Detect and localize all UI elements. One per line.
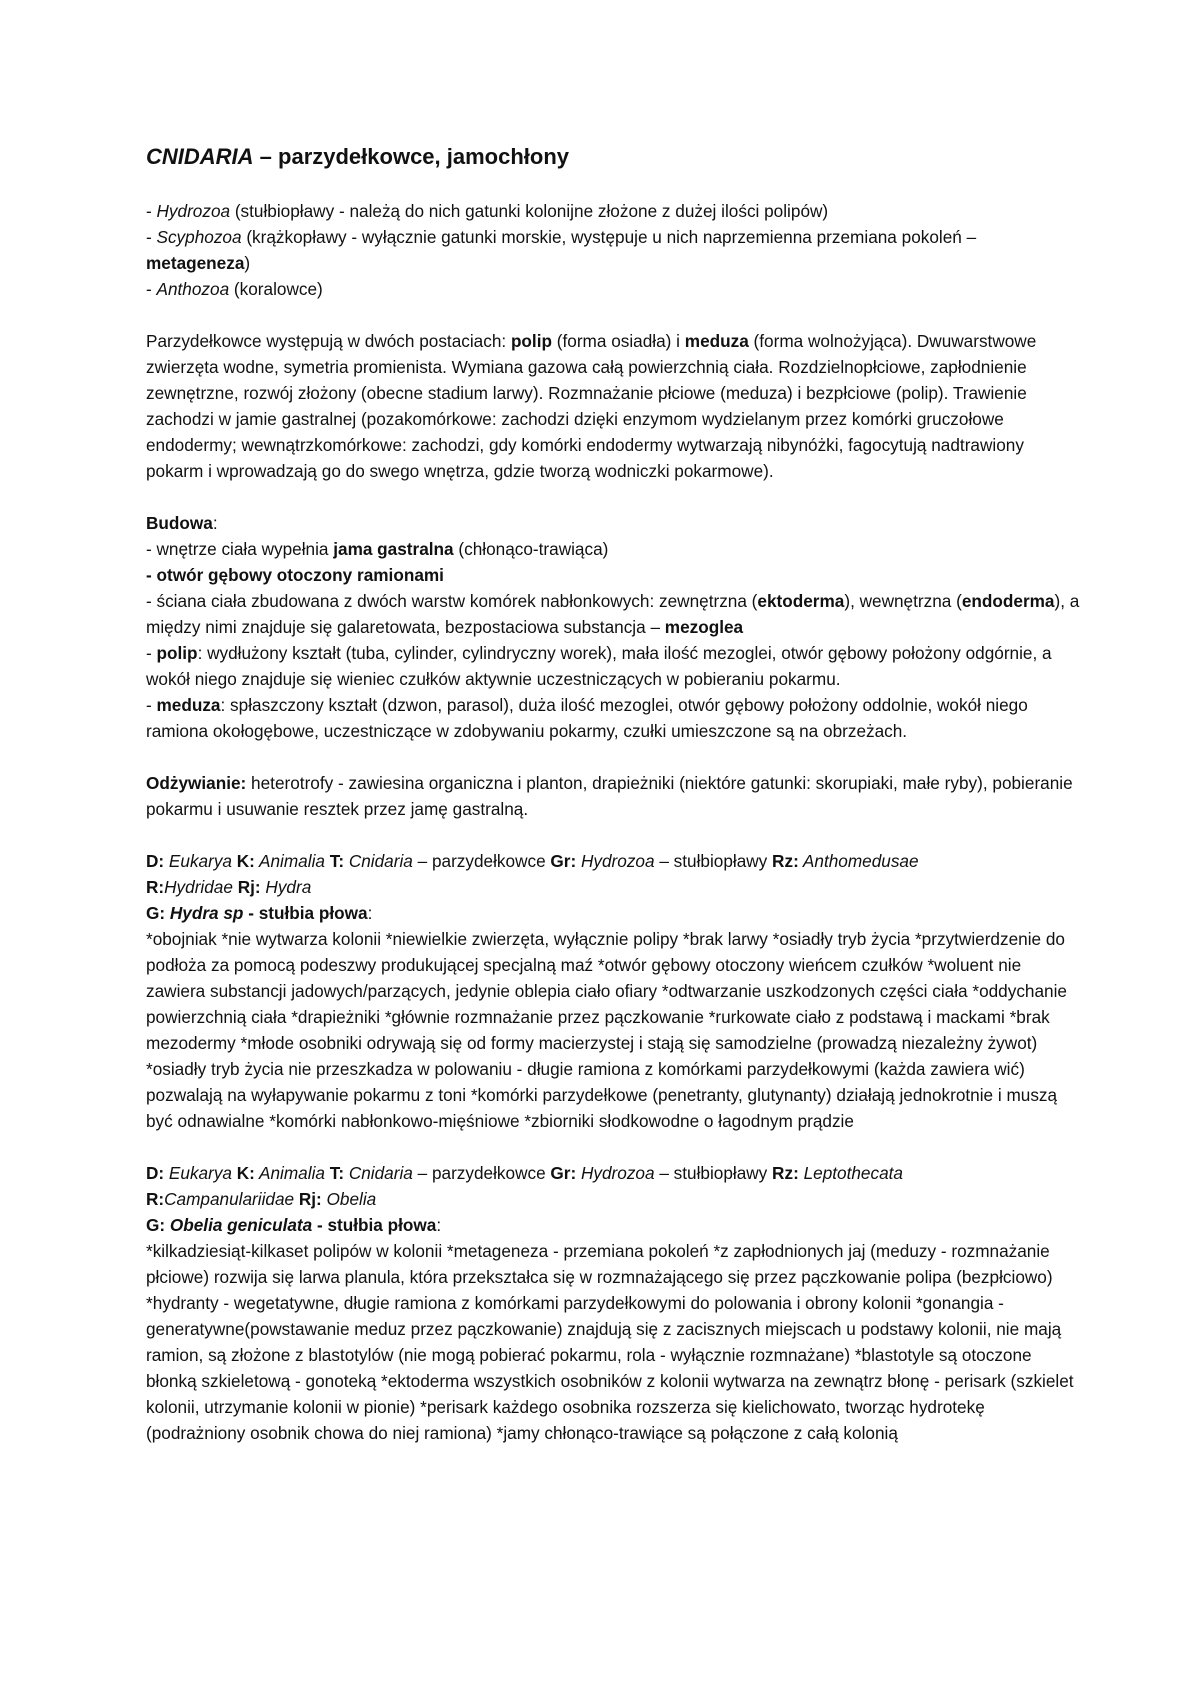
rank-label: Gr: — [545, 1163, 577, 1183]
rank-value: Leptothecata — [798, 1163, 903, 1183]
class-desc: (stułbiopławy - należą do nich gatunki kolonijne złożone z dużej ilości polipów) — [230, 201, 829, 221]
text: - ściana ciała zbudowana z dwóch warstw komórek nabłonkowych: zewnętrzna ( — [146, 591, 758, 611]
rank-label: T: — [324, 851, 345, 871]
rank-value: Anthomedusae — [798, 851, 919, 871]
dash: - — [146, 227, 157, 247]
class-scyphozoa — [146, 224, 1081, 276]
rank-label: G: — [146, 1215, 170, 1235]
colon: : — [367, 903, 373, 923]
rank-value: Cnidaria — [344, 1163, 413, 1183]
title-rest: – parzydełkowce, jamochłony — [253, 144, 570, 169]
rank-label: T: — [324, 1163, 345, 1183]
species-name: Obelia geniculata — [169, 1215, 313, 1235]
term: ektoderma — [757, 591, 845, 611]
hydra-section — [146, 848, 1081, 1134]
text: heterotrofy - zawiesina organiczna i planton, drapieżniki (niektóre gatunki: skorupiaki, małe ryby), pobieranie pokarmu i usuwanie resztek przez jamę gastralną. — [146, 773, 1073, 819]
term-meduza: meduza — [684, 331, 749, 351]
text: (chłonąco-trawiąca) — [453, 539, 609, 559]
document-body — [146, 142, 1081, 1472]
intro-text: (forma wolnożyjąca). Dwuwarstwowe zwierzęta wodne, symetria promienista. Wymiana gazowa całą powierzchnią ciała. Rozdzielnopłciowe, zapłodnienie zewnętrzne, rozwój złożony (obecne stadium larwy). Rozmnażanie płciowe (meduza) i bezpłciowe (polip). Trawienie zachodzi w jamie gastralnej (pozakomórkowe: zachodzi dzięki enzymom wydzielanym przez komórki gruczołowe endodermy; wewnątrzkomórkowe: zachodzi, gdy komórki endodermy wytwarzają nibynóżki, fagocytują nadtrawiony pokarm i wprowadzają go do swego wnętrza, gdzie tworzą wodniczki pokarmowe). — [146, 331, 1037, 481]
class-name: Anthozoa — [156, 279, 230, 299]
species-description: *obojniak *nie wytwarza kolonii *niewielkie zwierzęta, wyłącznie polipy *brak larwy *osiadły tryb życia *przytwierdzenie do podłoża za pomocą podeszwy produkującej specjalną maź *otwór gębowy otoczony wieńcem czułków *woluent nie zawiera substancji jadowych/parzących, jedynie oblepia ciało ofiary *odtwarzanie uszkodzonych części ciała *oddychanie powierzchnią ciała *drapieżniki *głównie rozmnażanie przez pączkowanie *rurkowate ciało z podstawą i mackami *brak mezodermy *młode osobniki odrywają się od formy macierzystej i stają się samodzielne (prowadzą niezależny żywot) *osiadły tryb życia nie przeszkadza w polowaniu - długie ramiona z komórkami parzydełkowymi (każda zawiera wić) pozwalają na wyłapywanie pokarmu z toni *komórki parzydełkowe (penetranty, glutynanty) działają jednokrotnie i muszą być odnawialne *komórki nabłonkowo-mięśniowe *zbiorniki słodkowodne o łagodnym prądzie — [146, 929, 1067, 1131]
rank-label: Gr: — [545, 851, 577, 871]
rank-value: Eukarya — [164, 1163, 232, 1183]
rank-value: Animalia — [254, 1163, 325, 1183]
budowa-line — [146, 536, 1081, 562]
intro-text: Parzydełkowce występują w dwóch postaciach: — [146, 331, 511, 351]
class-term: metageneza — [146, 253, 245, 273]
rank-label: D: — [146, 1163, 165, 1183]
budowa-line — [146, 562, 1081, 588]
rank-label: R: — [146, 877, 165, 897]
species-line — [146, 900, 1081, 926]
rank-label: D: — [146, 851, 165, 871]
rank-value: Hydrozoa — [576, 851, 655, 871]
taxonomy-line — [146, 848, 1081, 874]
taxonomy-line — [146, 1186, 1081, 1212]
term: meduza — [156, 695, 221, 715]
colon: : — [436, 1215, 442, 1235]
rank-label: Rz: — [767, 851, 799, 871]
class-name: Scyphozoa — [156, 227, 242, 247]
text: ), wewnętrzna ( — [844, 591, 962, 611]
text: - — [146, 643, 157, 663]
rank-value: Eukarya — [164, 851, 232, 871]
rank-value: Hydrozoa — [576, 1163, 655, 1183]
obelia-section — [146, 1160, 1081, 1446]
class-desc: (krążkopławy - wyłącznie gatunki morskie, występuje u nich naprzemienna przemiana pokoleń – — [241, 227, 977, 247]
odzywianie-section — [146, 770, 1081, 822]
species-name: Hydra sp — [169, 903, 244, 923]
text: : wydłużony kształt (tuba, cylinder, cylindryczny worek), mała ilość mezoglei, otwór gębowy położony odgórnie, a wokół niego znajduje się wieniec czułków aktywnie uczestniczących w pobieraniu pokarmu. — [146, 643, 1052, 689]
rank-desc: – stułbiopławy — [654, 1163, 768, 1183]
rank-label: G: — [146, 903, 170, 923]
budowa-line — [146, 588, 1081, 640]
rank-label: K: — [231, 851, 255, 871]
term-polip: polip — [510, 331, 552, 351]
term: mezoglea — [664, 617, 744, 637]
section-heading: Budowa — [146, 513, 213, 533]
rank-value: Cnidaria — [344, 851, 413, 871]
heading-colon: : — [212, 513, 218, 533]
dash: - — [146, 201, 157, 221]
species-common-name: - stułbia płowa — [312, 1215, 437, 1235]
rank-value: Animalia — [254, 851, 325, 871]
budowa-section — [146, 510, 1081, 744]
class-anthozoa — [146, 276, 1081, 302]
species-description: *kilkadziesiąt-kilkaset polipów w kolonii *metageneza - przemiana pokoleń *z zapłodnionych jaj (meduzy - rozmnażanie płciowe) rozwija się larwa planula, która przekształca się w rozmnażającego się przez pączkowanie polipa (bezpłciowo) *hydranty - wegetatywne, długie ramiona z komórkami parzydełkowymi do polowania i obrony kolonii *gonangia - generatywne(powstawanie meduz przez pączkowanie) znajdują się z zacisznych miejscach u podstawy kolonii, nie mają ramion, są złożone z blastotylów (nie mogą pobierać pokarmu, rola - wyłącznie rozmnażane) *blastotyle są otoczone błonką szkieletową - gonoteką *ektoderma wszystkich osobników z kolonii wytwarza na zewnątrz błonę - perisark (szkielet kolonii, utrzymanie kolonii w pionie) *perisark każdego osobnika rozszerza się kielichowato, tworząc hydrotekę (podrażniony osobnik chowa do niej ramiona) *jamy chłonąco-trawiące są połączone z całą kolonią — [146, 1241, 1074, 1443]
rank-value: Hydridae — [164, 877, 233, 897]
text: ), a między nimi znajduje się galaretowata, bezpostaciowa substancja – — [146, 591, 1080, 637]
intro-text: (forma osiadła) i — [552, 331, 685, 351]
rank-label: Rj: — [232, 877, 261, 897]
rank-desc: – parzydełkowce — [412, 1163, 546, 1183]
rank-value: Obelia — [321, 1189, 377, 1209]
class-desc-end: ) — [244, 253, 251, 273]
taxonomy-line — [146, 1160, 1081, 1186]
page-title — [146, 142, 1081, 172]
rank-label: K: — [231, 1163, 255, 1183]
classes-list — [146, 198, 1081, 302]
species-common-name: - stułbia płowa — [243, 903, 368, 923]
species-line — [146, 1212, 1081, 1238]
budowa-line — [146, 692, 1081, 744]
rank-value: Campanulariidae — [164, 1189, 295, 1209]
rank-label: R: — [146, 1189, 165, 1209]
class-hydrozoa — [146, 198, 1081, 224]
section-heading: Odżywianie: — [146, 773, 247, 793]
rank-label: Rj: — [294, 1189, 322, 1209]
class-name: Hydrozoa — [156, 201, 231, 221]
taxonomy-line — [146, 874, 1081, 900]
term: jama gastralna — [333, 539, 454, 559]
rank-value: Hydra — [260, 877, 312, 897]
term: endoderma — [961, 591, 1055, 611]
rank-desc: – stułbiopławy — [654, 851, 768, 871]
dash: - — [146, 279, 157, 299]
text: : spłaszczony kształt (dzwon, parasol), duża ilość mezoglei, otwór gębowy położony oddolnie, wokół niego ramiona okołogębowe, uczestniczące w zdobywaniu pokarmy, czułki umieszczone są na obrzeżach. — [146, 695, 1028, 741]
rank-desc: – parzydełkowce — [412, 851, 546, 871]
term: polip — [156, 643, 198, 663]
budowa-line — [146, 640, 1081, 692]
text: - — [146, 695, 157, 715]
intro-paragraph — [146, 328, 1081, 484]
class-desc: (koralowce) — [229, 279, 323, 299]
rank-label: Rz: — [767, 1163, 799, 1183]
title-taxon: CNIDARIA — [146, 144, 254, 169]
text: - wnętrze ciała wypełnia — [146, 539, 334, 559]
budowa-heading — [146, 510, 1081, 536]
term: - otwór gębowy otoczony ramionami — [146, 565, 444, 585]
